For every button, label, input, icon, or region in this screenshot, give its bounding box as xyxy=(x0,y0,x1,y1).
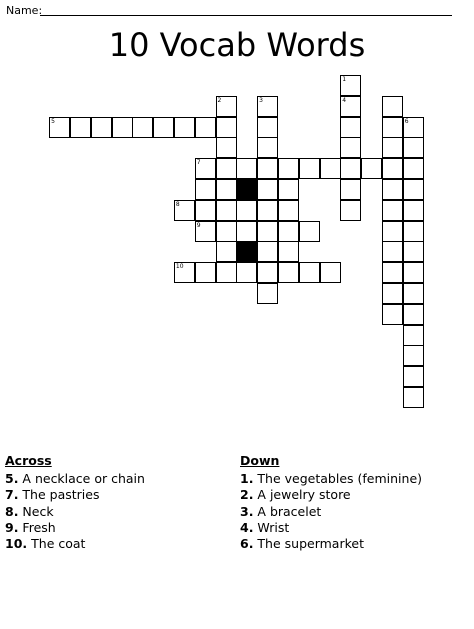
grid-cell[interactable] xyxy=(195,262,216,283)
grid-cell[interactable] xyxy=(174,200,195,221)
clue-number: 1. xyxy=(240,471,254,486)
grid-cell[interactable] xyxy=(278,179,299,200)
grid-cell[interactable] xyxy=(216,200,237,221)
grid-cell[interactable] xyxy=(278,262,299,283)
clue-number: 1 xyxy=(342,76,347,83)
grid-cell[interactable] xyxy=(382,200,403,221)
grid-cell[interactable] xyxy=(257,179,278,200)
grid-cell[interactable] xyxy=(403,158,424,179)
grid-cell[interactable] xyxy=(382,96,403,117)
across-clue xyxy=(5,520,145,536)
grid-cell[interactable] xyxy=(403,325,424,346)
grid-cell[interactable] xyxy=(195,158,216,179)
clue-text: The coat xyxy=(27,536,86,552)
grid-cell[interactable] xyxy=(216,117,237,138)
clue-number: 5. xyxy=(5,471,19,486)
grid-cell[interactable] xyxy=(236,200,257,221)
clue-number: 4. xyxy=(240,519,254,535)
grid-cell[interactable] xyxy=(216,158,237,179)
grid-cell[interactable] xyxy=(403,117,424,138)
down-heading: Down xyxy=(240,453,280,468)
clue-text: Neck xyxy=(18,503,54,519)
grid-cell[interactable] xyxy=(257,283,278,304)
grid-cell[interactable] xyxy=(403,304,424,325)
clue-number: 10 xyxy=(175,263,184,271)
grid-cell[interactable] xyxy=(361,158,382,179)
grid-cell[interactable] xyxy=(216,179,237,200)
across-clues xyxy=(5,453,145,552)
clue-number: 8. xyxy=(5,503,19,519)
grid-cell[interactable] xyxy=(299,262,320,283)
grid-cell[interactable] xyxy=(340,96,361,117)
clue-number: 7. xyxy=(5,487,19,503)
clue-text: The pastries xyxy=(18,487,100,503)
grid-cell[interactable] xyxy=(216,262,237,283)
down-clue xyxy=(240,504,422,520)
grid-cell[interactable] xyxy=(403,387,424,408)
grid-cell[interactable] xyxy=(257,262,278,283)
grid-cell[interactable] xyxy=(382,241,403,262)
grid-cell[interactable] xyxy=(236,158,257,179)
grid-cell[interactable] xyxy=(216,137,237,158)
clue-number: 4 xyxy=(342,96,347,104)
grid-cell[interactable] xyxy=(257,137,278,158)
grid-cell[interactable] xyxy=(403,179,424,200)
grid-cell[interactable] xyxy=(382,179,403,200)
clue-text: The supermarket xyxy=(253,536,364,552)
grid-cell[interactable] xyxy=(195,200,216,221)
clue-number: 2. xyxy=(240,487,254,503)
grid-cell[interactable] xyxy=(278,200,299,221)
down-clue xyxy=(240,487,422,503)
grid-cell[interactable] xyxy=(382,262,403,283)
grid-cell[interactable] xyxy=(340,117,361,138)
grid-cell[interactable] xyxy=(49,117,70,138)
grid-cell[interactable] xyxy=(340,179,361,200)
grid-cell[interactable] xyxy=(257,158,278,179)
grid-cell[interactable] xyxy=(382,117,403,138)
clue-text: A jewelry store xyxy=(253,487,351,503)
black-square xyxy=(236,241,257,262)
clue-number: 9 xyxy=(196,221,201,229)
grid-cell[interactable] xyxy=(382,158,403,179)
grid-cell[interactable] xyxy=(236,262,257,283)
grid-cell[interactable] xyxy=(320,262,341,283)
down-clues xyxy=(240,453,422,552)
grid-cell[interactable] xyxy=(70,117,91,138)
clue-number: 2 xyxy=(217,96,222,104)
grid-cell[interactable] xyxy=(299,221,320,242)
down-clue xyxy=(240,471,422,487)
grid-cell[interactable] xyxy=(195,117,216,138)
clue-number: 9. xyxy=(5,519,19,535)
grid-cell[interactable] xyxy=(320,158,341,179)
down-clue xyxy=(240,536,422,552)
grid-cell[interactable] xyxy=(174,117,195,138)
across-heading: Across xyxy=(5,453,52,468)
grid-cell[interactable] xyxy=(403,283,424,304)
grid-cell[interactable] xyxy=(382,137,403,158)
name-label: Name: xyxy=(6,4,43,17)
grid-cell[interactable] xyxy=(216,221,237,242)
grid-cell[interactable] xyxy=(112,117,133,138)
grid-cell[interactable] xyxy=(403,262,424,283)
grid-cell[interactable] xyxy=(257,241,278,262)
grid-cell[interactable] xyxy=(340,137,361,158)
grid-cell[interactable] xyxy=(340,158,361,179)
grid-cell[interactable] xyxy=(216,96,237,117)
grid-cell[interactable] xyxy=(91,117,112,138)
grid-cell[interactable] xyxy=(216,241,237,262)
grid-cell[interactable] xyxy=(382,221,403,242)
grid-cell[interactable] xyxy=(153,117,174,138)
clue-number: 10. xyxy=(5,536,28,552)
grid-cell[interactable] xyxy=(403,200,424,221)
down-clue xyxy=(240,520,422,536)
grid-cell[interactable] xyxy=(340,75,361,96)
clue-number: 3 xyxy=(259,96,263,104)
grid-cell[interactable] xyxy=(195,179,216,200)
clue-text: The vegetables (feminine) xyxy=(253,471,423,486)
grid-cell[interactable] xyxy=(278,221,299,242)
grid-cell[interactable] xyxy=(278,158,299,179)
page-title: 10 Vocab Words xyxy=(108,26,366,64)
grid-cell[interactable] xyxy=(403,366,424,387)
clue-text: Fresh xyxy=(18,519,56,535)
clue-text: A necklace or chain xyxy=(18,471,145,486)
grid-cell[interactable] xyxy=(257,96,278,117)
grid-cell[interactable] xyxy=(299,158,320,179)
grid-cell[interactable] xyxy=(257,221,278,242)
grid-cell[interactable] xyxy=(382,304,403,325)
clue-number: 7 xyxy=(196,159,201,167)
grid-cell[interactable] xyxy=(382,283,403,304)
clue-text: Wrist xyxy=(253,519,290,535)
across-clue xyxy=(5,471,145,487)
grid-cell[interactable] xyxy=(403,345,424,366)
grid-cell[interactable] xyxy=(403,221,424,242)
clue-number: 6 xyxy=(404,117,409,125)
grid-cell[interactable] xyxy=(236,221,257,242)
black-square xyxy=(236,179,257,200)
grid-cell[interactable] xyxy=(403,137,424,158)
grid-cell[interactable] xyxy=(132,117,153,138)
down-clue-list xyxy=(240,471,422,552)
grid-cell[interactable] xyxy=(278,241,299,262)
grid-cell[interactable] xyxy=(257,200,278,221)
grid-cell[interactable] xyxy=(195,221,216,242)
clue-text: A bracelet xyxy=(253,503,322,519)
grid-cell[interactable] xyxy=(340,200,361,221)
across-clue xyxy=(5,504,145,520)
clue-number: 3. xyxy=(240,503,254,519)
grid-cell[interactable] xyxy=(174,262,195,283)
across-clue xyxy=(5,536,145,552)
grid-cell[interactable] xyxy=(403,241,424,262)
across-clue-list xyxy=(5,471,145,552)
clue-number: 6. xyxy=(240,536,254,552)
across-clue xyxy=(5,487,145,503)
clue-number: 8 xyxy=(175,200,180,208)
grid-cell[interactable] xyxy=(257,117,278,138)
clue-number: 5 xyxy=(51,117,55,125)
